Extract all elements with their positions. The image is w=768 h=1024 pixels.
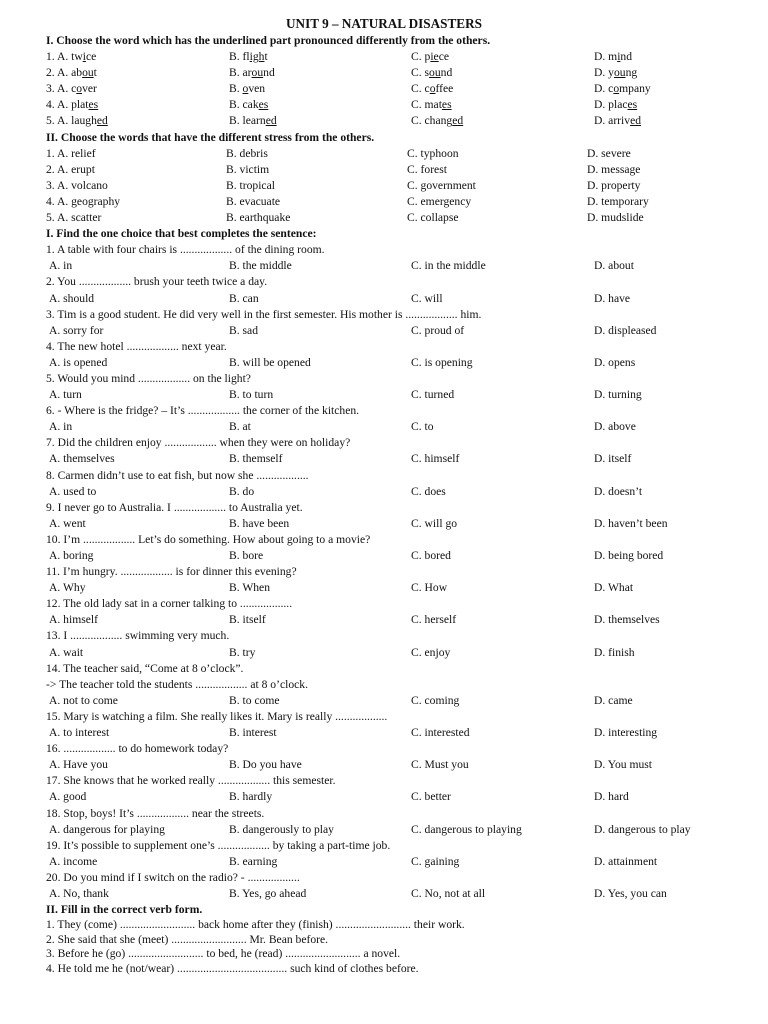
underlined-part: ou [613, 66, 626, 80]
options-row [0, 355, 768, 371]
answer-option: A. turn [49, 388, 82, 402]
answer-option: D. displeased [594, 323, 657, 337]
question-row [0, 146, 768, 162]
answer-option: D. came [594, 693, 633, 707]
section-verb-form-heading: II. Fill in the correct verb form. [46, 903, 203, 917]
options-row [0, 612, 768, 628]
underlined-part: ou [82, 66, 94, 80]
question-text: 6. - Where is the fridge? – It’s .................. the corner of the kitchen. [46, 404, 360, 418]
answer-option: C. How [411, 581, 448, 595]
underlined-part: es [258, 98, 269, 112]
answer-option: A. in [49, 420, 73, 434]
answer-option: A. himself [49, 613, 98, 627]
answer-option: B. themself [229, 452, 283, 466]
answer-option: 1. A. relief [46, 146, 96, 160]
question-row [0, 49, 768, 65]
answer-option: C. will [411, 291, 443, 305]
underlined-part: ou [429, 66, 441, 80]
answer-option: 5. A. scatter [46, 211, 102, 225]
underlined-part: igh [249, 50, 265, 64]
options-row [0, 580, 768, 596]
options-row [0, 822, 768, 838]
pronunciation-questions [0, 49, 768, 129]
answer-option: C. government [407, 178, 476, 192]
section-pronunciation-heading: I. Choose the word which has the underlined part pronounced differently from the others. [46, 34, 491, 47]
answer-option: D. being bored [594, 549, 664, 562]
answer-option: C. mates [411, 98, 452, 112]
question-text: 13. I .................. swimming very much. [46, 629, 230, 643]
answer-option: A. is opened [49, 355, 108, 369]
underlined-part: ed [265, 114, 277, 128]
answer-option: D. above [594, 420, 636, 434]
options-row [0, 645, 768, 661]
answer-option: C. will go [411, 516, 458, 530]
options-row [0, 757, 768, 773]
answer-option: B. dangerously to play [229, 822, 334, 836]
answer-option: C. gaining [411, 854, 460, 868]
answer-option: B. will be opened [229, 355, 311, 369]
underlined-part: ou [251, 66, 264, 80]
answer-option: C. coming [411, 693, 460, 707]
answer-option: C. collapse [407, 211, 459, 225]
answer-option: D. attainment [594, 854, 658, 868]
fill-in-item: 1. They (come) .......................... back home after they (finish) .......................... their work. [46, 918, 465, 932]
answer-option: D. turning [594, 388, 642, 402]
answer-option: 4. A. plates [46, 98, 99, 112]
question-row [0, 113, 768, 129]
question-text: 2. You .................. brush your teeth twice a day. [46, 275, 268, 289]
answer-option: 3. A. volcano [46, 178, 108, 192]
underlined-part: o [429, 82, 436, 96]
underlined-part: es [627, 98, 638, 112]
fill-in-item: 3. Before he (go) .......................... to bed, he (read) .......................... a novel. [46, 947, 401, 961]
answer-option: D. finish [594, 645, 635, 659]
answer-option: B. itself [229, 613, 266, 627]
section-stress-heading: II. Choose the words that have the different stress from the others. [46, 130, 375, 144]
question-text: 7. Did the children enjoy .................. when they were on holiday? [46, 436, 351, 450]
question-text: 1. A table with four chairs is .................. of the dining room. [46, 243, 325, 257]
answer-option: C. turned [411, 388, 455, 402]
answer-option: 1. A. twice [46, 50, 97, 64]
answer-option: A. Have you [49, 758, 108, 772]
answer-option: D. about [594, 259, 634, 273]
options-row [0, 258, 768, 274]
question-text: 12. The old lady sat in a corner talking to .................. [46, 597, 293, 611]
question-row [0, 97, 768, 113]
answer-option: A. No, thank [49, 886, 109, 900]
answer-option: B. Yes, go ahead [229, 886, 307, 900]
answer-option: C. proud of [411, 323, 465, 337]
answer-option: B. to come [229, 693, 280, 707]
options-row [0, 323, 768, 339]
answer-option: C. changed [411, 114, 464, 128]
answer-option: D. What [594, 581, 634, 595]
answer-option: A. went [49, 516, 86, 530]
question-text: 10. I’m .................. Let’s do something. How about going to a movie? [46, 532, 371, 546]
question-row [0, 162, 768, 178]
answer-option: C. better [411, 790, 451, 804]
answer-option: B. to turn [229, 388, 274, 402]
underlined-part: i [82, 50, 86, 64]
question-row [0, 194, 768, 210]
answer-option: D. interesting [594, 726, 658, 740]
answer-option: C. herself [411, 613, 457, 627]
answer-option: B. earthquake [226, 211, 291, 225]
question-row [0, 81, 768, 97]
answer-option: B. at [229, 420, 251, 434]
question-text: 3. Tim is a good student. He did very well in the first semester. His mother is .................. him. [46, 307, 482, 321]
answer-option: A. in [49, 259, 73, 273]
underlined-part: ie [430, 50, 439, 64]
answer-option: D. mind [594, 50, 633, 64]
answer-option: B. try [229, 645, 256, 659]
underlined-part: o [76, 82, 83, 96]
question-text: 14. The teacher said, “Come at 8 o’clock”. [46, 661, 244, 675]
answer-option: A. income [49, 854, 98, 868]
answer-option: C. enjoy [411, 645, 451, 659]
answer-option: C. dangerous to playing [411, 822, 522, 836]
answer-option: B. oven [229, 82, 266, 96]
answer-option: A. to interest [49, 726, 110, 740]
answer-option: D. hard [594, 790, 629, 804]
underlined-part: es [88, 98, 99, 112]
options-row [0, 725, 768, 741]
answer-option: A. not to come [49, 693, 118, 707]
options-row [0, 693, 768, 709]
stress-questions [0, 146, 768, 226]
page-title: UNIT 9 – NATURAL DISASTERS [286, 16, 482, 31]
question-text: 16. .................. to do homework today? [46, 742, 229, 756]
answer-option: D. haven’t been [594, 516, 668, 530]
answer-option: B. can [229, 291, 259, 305]
question-row [0, 178, 768, 194]
question-text: -> The teacher told the students .................. at 8 o’clock. [46, 677, 308, 691]
answer-option: D. message [587, 162, 641, 176]
question-row [0, 210, 768, 226]
fill-in-item: 4. He told me he (not/wear) ...................................... such kind of clothes before. [46, 961, 419, 975]
options-row [0, 387, 768, 403]
answer-option: B. Do you have [229, 758, 302, 772]
answer-option: B. sad [229, 323, 258, 337]
answer-option: 5. A. laughed [46, 114, 108, 128]
answer-option: D. doesn’t [594, 484, 643, 498]
answer-option: D. have [594, 291, 631, 305]
answer-option: B. flight [229, 50, 268, 64]
grammar-questions [0, 242, 768, 902]
section-grammar-heading: I. Find the one choice that best completes the sentence: [46, 227, 317, 241]
answer-option: C. forest [407, 162, 447, 176]
question-text: 17. She knows that he worked really .................. this semester. [46, 774, 336, 788]
answer-option: C. sound [411, 66, 453, 80]
options-row [0, 451, 768, 467]
answer-option: A. themselves [49, 452, 115, 466]
answer-option: B. hardly [229, 790, 273, 804]
answer-option: B. When [229, 581, 271, 595]
answer-option: A. used to [49, 484, 97, 498]
underlined-part: o [242, 82, 249, 96]
answer-option: C. himself [411, 452, 460, 466]
answer-option: C. coffee [411, 82, 454, 96]
question-text: 5. Would you mind .................. on the light? [46, 371, 251, 385]
underlined-part: ed [630, 114, 642, 128]
answer-option: D. young [594, 66, 638, 80]
answer-option: C. is opening [411, 355, 473, 369]
question-text: 15. Mary is watching a film. She really likes it. Mary is really .................. [46, 709, 388, 723]
underlined-part: o [613, 82, 620, 96]
answer-option: D. temporary [587, 194, 649, 208]
question-text: 19. It’s possible to supplement one’s .................. by taking a part-time job. [46, 838, 391, 852]
answer-option: A. wait [49, 645, 84, 659]
answer-option: B. tropical [226, 178, 275, 192]
question-text: 4. The new hotel .................. next year. [46, 339, 227, 353]
options-row [0, 854, 768, 870]
options-row [0, 419, 768, 435]
answer-option: C. piece [411, 50, 449, 64]
answer-option: 4. A. geography [46, 194, 121, 208]
answer-option: D. dangerous to play [594, 822, 691, 836]
question-text: 9. I never go to Australia. I .................. to Australia yet. [46, 500, 303, 514]
answer-option: B. debris [226, 146, 268, 160]
underlined-part: ed [96, 114, 108, 128]
answer-option: D. You must [594, 758, 652, 772]
answer-option: D. Yes, you can [594, 886, 667, 900]
answer-option: A. Why [49, 581, 86, 595]
answer-option: B. the middle [229, 259, 292, 273]
options-row [0, 291, 768, 307]
answer-option: C. bored [411, 549, 451, 562]
answer-option: C. emergency [407, 194, 472, 208]
question-text: 20. Do you mind if I switch on the radio? - .................. [46, 870, 300, 884]
answer-option: D. company [594, 82, 651, 96]
answer-option: 2. A. about [46, 66, 97, 80]
question-text: 11. I’m hungry. .................. is for dinner this evening? [46, 565, 297, 579]
options-row [0, 886, 768, 902]
answer-option: B. earning [229, 854, 278, 868]
answer-option: B. interest [229, 726, 277, 740]
answer-option: 2. A. erupt [46, 162, 95, 176]
answer-option: C. Must you [411, 758, 469, 772]
answer-option: C. interested [411, 726, 470, 740]
answer-option: 3. A. cover [46, 82, 97, 96]
underlined-part: i [617, 50, 621, 64]
answer-option: D. mudslide [587, 211, 644, 225]
answer-option: D. arrived [594, 114, 642, 128]
worksheet-page [0, 14, 768, 977]
answer-option: B. evacuate [226, 194, 281, 208]
answer-option: C. in the middle [411, 259, 486, 273]
options-row [0, 548, 768, 564]
answer-option: B. have been [229, 516, 290, 530]
answer-option: C. does [411, 484, 446, 498]
verb-form-questions [0, 918, 768, 976]
answer-option: B. around [229, 66, 275, 80]
answer-option: A. dangerous for playing [49, 822, 165, 836]
answer-option: D. opens [594, 355, 636, 369]
answer-option: D. severe [587, 146, 631, 160]
answer-option: C. typhoon [407, 146, 459, 160]
answer-option: B. do [229, 484, 255, 498]
underlined-part: es [441, 98, 452, 112]
question-text: 18. Stop, boys! It’s .................. near the streets. [46, 806, 265, 820]
answer-option: D. property [587, 178, 641, 192]
fill-in-item: 2. She said that she (meet) .......................... Mr. Bean before. [46, 932, 329, 946]
answer-option: C. to [411, 420, 434, 434]
answer-option: D. themselves [594, 613, 660, 627]
answer-option: D. places [594, 98, 638, 112]
options-row [0, 516, 768, 532]
answer-option: B. victim [226, 162, 270, 176]
question-text: 8. Carmen didn’t use to eat fish, but now she .................. [46, 468, 309, 482]
question-row [0, 65, 768, 81]
answer-option: A. should [49, 291, 95, 305]
answer-option: A. good [49, 790, 87, 804]
answer-option: B. learned [229, 114, 277, 128]
answer-option: A. sorry for [49, 323, 104, 337]
underlined-part: ed [452, 114, 464, 128]
options-row [0, 789, 768, 805]
answer-option: A. boring [49, 549, 94, 562]
answer-option: B. bore [229, 549, 264, 562]
answer-option: B. cakes [229, 98, 269, 112]
answer-option: C. No, not at all [411, 886, 486, 900]
answer-option: D. itself [594, 452, 632, 466]
options-row [0, 484, 768, 500]
